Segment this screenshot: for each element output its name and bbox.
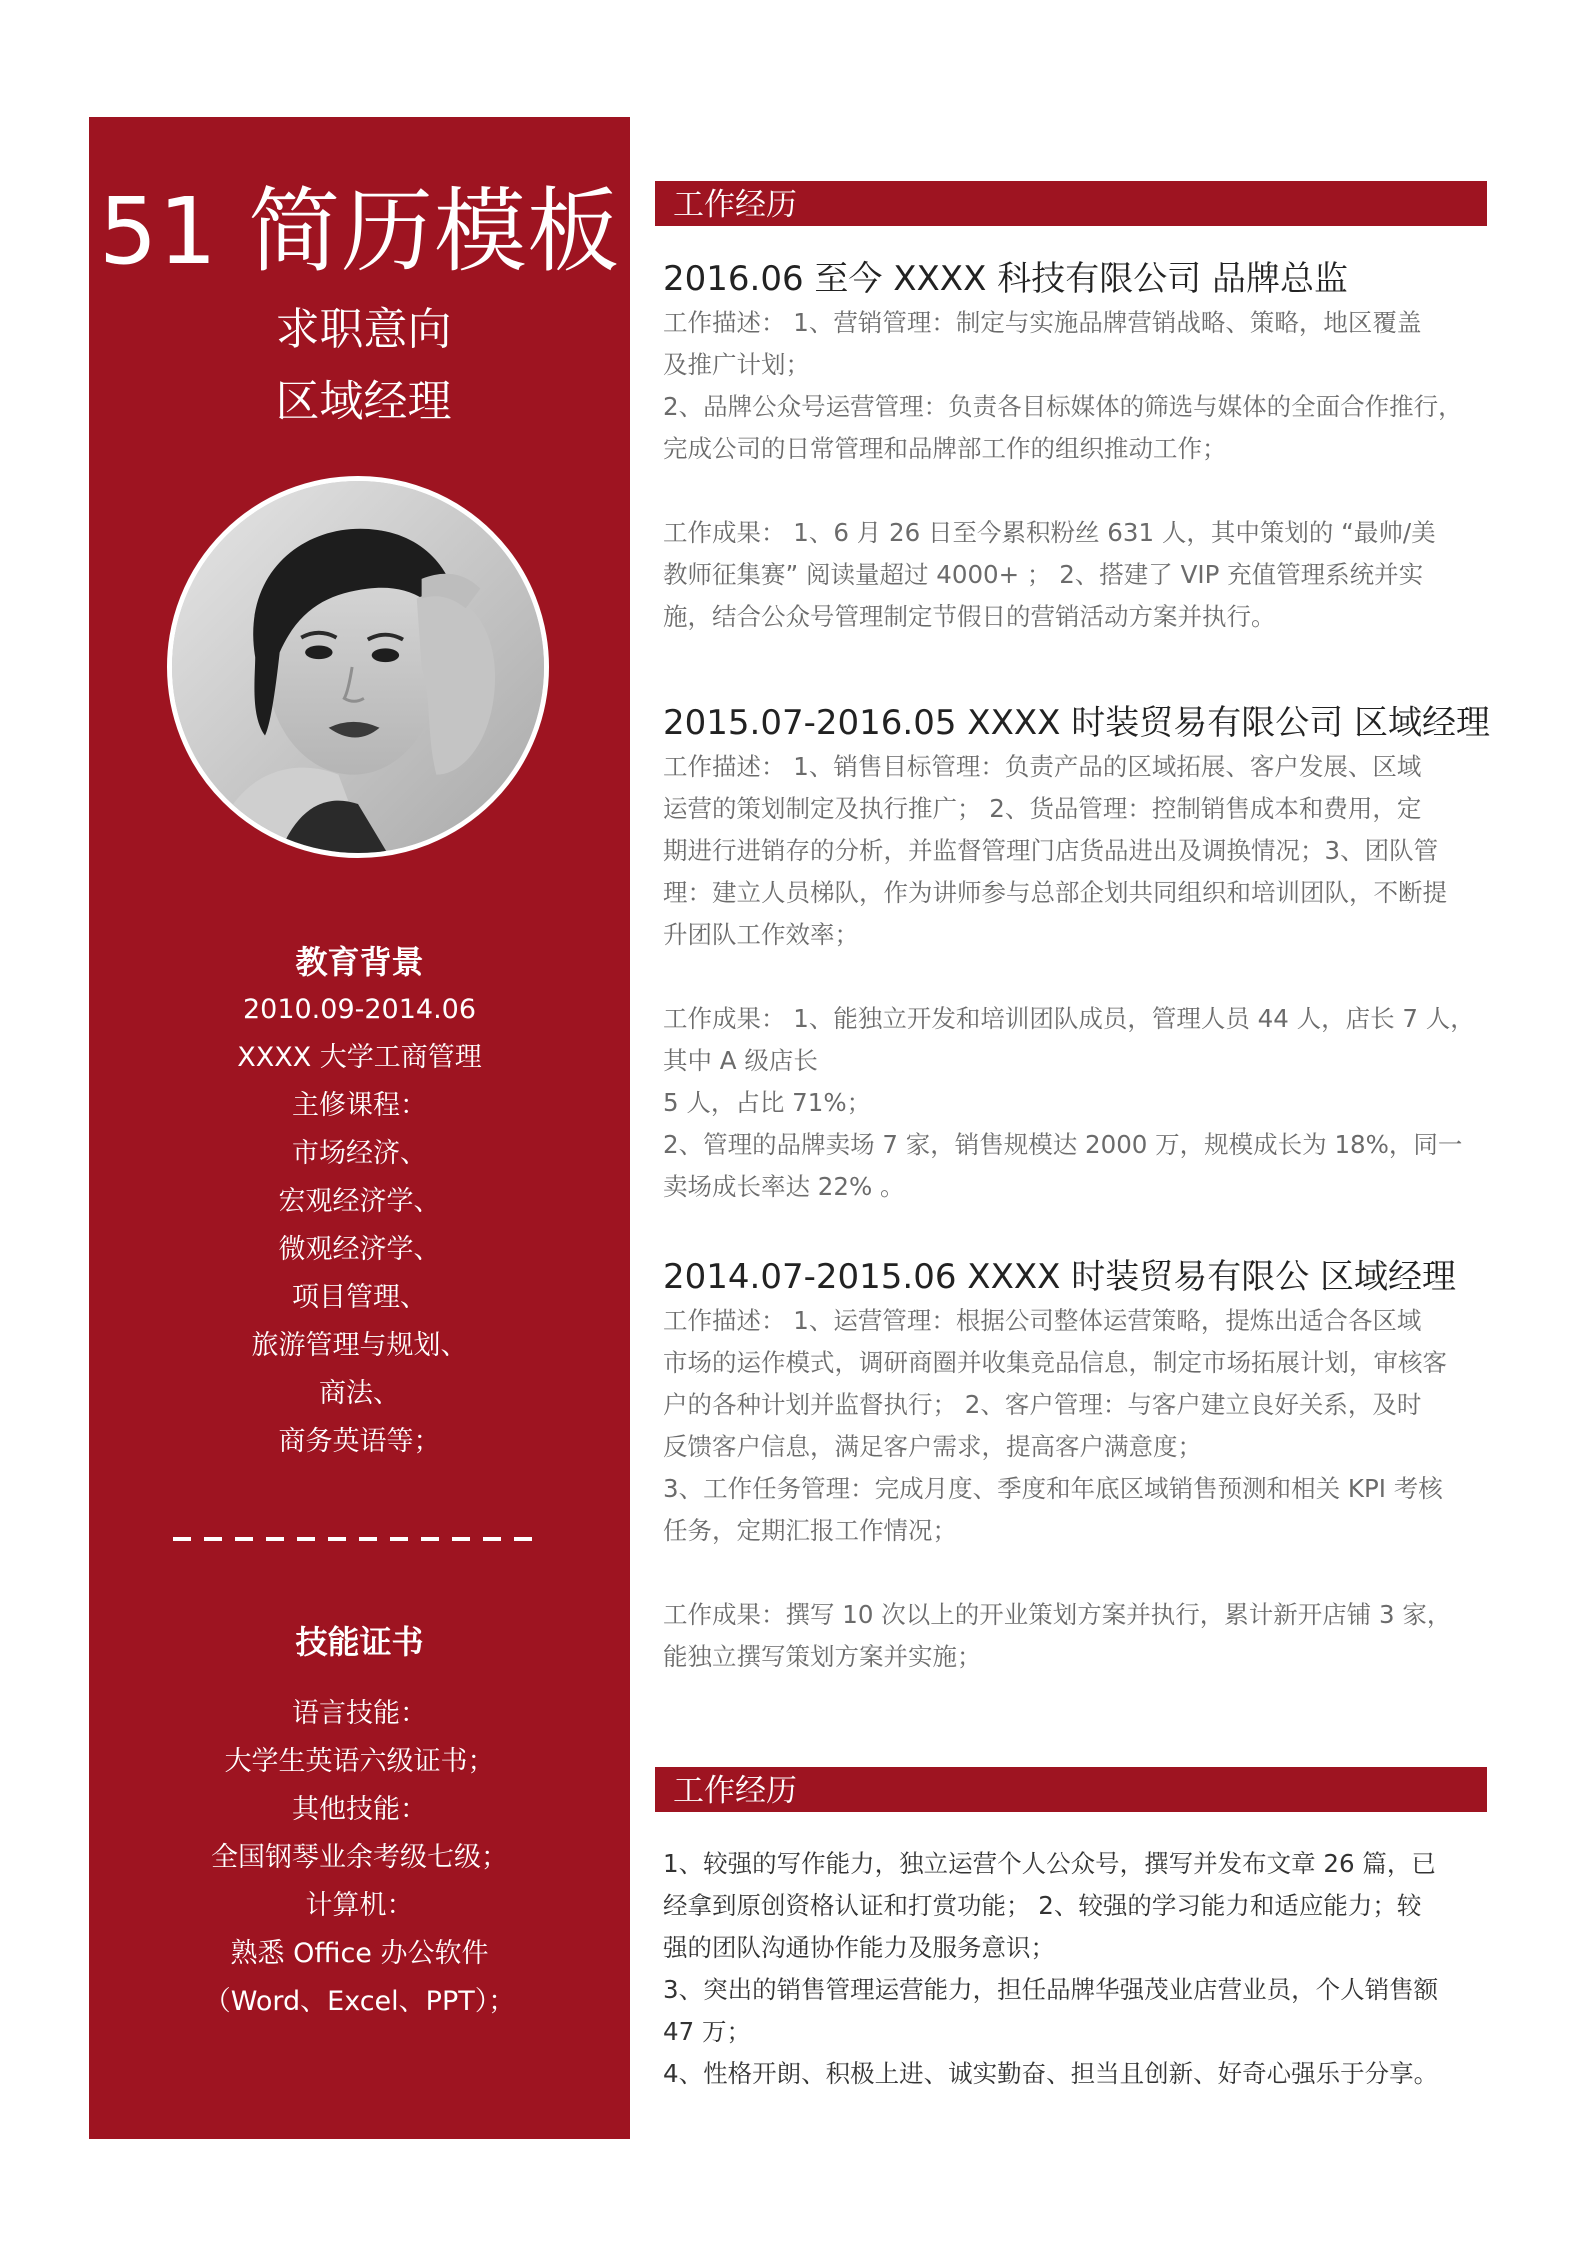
strengths-block <box>663 1843 1493 2095</box>
profile-photo <box>167 476 549 858</box>
text-line: 1、较强的写作能力，独立运营个人公众号，撰写并发布文章 26 篇，已 <box>663 1849 1436 1878</box>
text-line: 5 人，占比 71%； <box>663 1088 872 1117</box>
text-line: 能独立撰写策划方案并实施； <box>663 1642 982 1671</box>
text-line: 任务，定期汇报工作情况； <box>663 1516 957 1545</box>
strengths-text <box>663 1843 1493 2095</box>
text-line: 期进行进销存的分析，并监督管理门店货品进出及调换情况；3、团队管 <box>663 836 1439 865</box>
education-line: 微观经济学、 <box>278 1234 441 1265</box>
text-line: 反馈客户信息，满足客户需求，提高客户满意度； <box>663 1432 1202 1461</box>
job-entry <box>663 256 1493 638</box>
text-line: 户的各种计划并监督执行； 2、客户管理：与客户建立良好关系，及时 <box>663 1390 1422 1419</box>
section-title: 工作经历 <box>673 187 797 223</box>
text-line: 理：建立人员梯队，作为讲师参与总部企划共同组织和培训团队，不断提 <box>663 878 1447 907</box>
education-line: 主修课程： <box>292 1090 427 1121</box>
job-entry <box>663 700 1493 1208</box>
education-line: 市场经济、 <box>292 1138 427 1169</box>
text-line: 3、突出的销售管理运营能力，担任品牌华强茂业店营业员，个人销售额 <box>663 1975 1439 2004</box>
sidebar <box>89 117 630 2139</box>
skills-line: 语言技能： <box>292 1698 427 1729</box>
skills-line: 熟悉 Office 办公软件 <box>230 1938 489 1969</box>
job-intent-label: 求职意向 <box>275 304 452 355</box>
text-line: 强的团队沟通协作能力及服务意识； <box>663 1933 1055 1962</box>
education-line: 旅游管理与规划、 <box>251 1330 468 1361</box>
education-line: 商法、 <box>319 1378 400 1409</box>
skills-line: 其他技能： <box>292 1794 427 1825</box>
text-line: 施，结合公众号管理制定节假日的营销活动方案并执行。 <box>663 602 1276 631</box>
text-line: 工作描述： 1、营销管理：制定与实施品牌营销战略、策略，地区覆盖 <box>663 308 1422 337</box>
education-line: 2010.09-2014.06 <box>242 994 477 1025</box>
education-line: 商务英语等； <box>278 1426 441 1457</box>
resume-title: 51 简历模板 <box>98 178 621 285</box>
job-result <box>663 1594 1493 1678</box>
education-heading: 教育背景 <box>295 943 424 981</box>
section-header-strengths <box>655 1767 1487 1812</box>
section-title: 工作经历 <box>673 1773 797 1809</box>
skills-line: 计算机： <box>305 1890 414 1921</box>
skills-line: （Word、Excel、PPT）； <box>203 1986 516 2017</box>
job-result <box>663 512 1493 638</box>
text-line: 其中 A 级店长 <box>663 1046 818 1075</box>
portrait-image <box>172 481 544 853</box>
text-line: 经拿到原创资格认证和打赏功能； 2、较强的学习能力和适应能力；较 <box>663 1891 1422 1920</box>
job-title: 2016.06 至今 XXXX 科技有限公司 品牌总监 <box>663 259 1348 299</box>
job-result <box>663 998 1493 1208</box>
text-line: 2、品牌公众号运营管理：负责各目标媒体的筛选与媒体的全面合作推行， <box>663 392 1463 421</box>
text-line: 工作成果： 1、能独立开发和培训团队成员，管理人员 44 人，店长 7 人， <box>663 1004 1475 1033</box>
dashed-divider <box>166 1537 551 1542</box>
text-line: 2、管理的品牌卖场 7 家，销售规模达 2000 万，规模成长为 18%，同一 <box>663 1130 1463 1159</box>
text-line: 运营的策划制定及执行推广； 2、货品管理：控制销售成本和费用，定 <box>663 794 1422 823</box>
education-list <box>89 986 630 1466</box>
education-line: 项目管理、 <box>292 1282 427 1313</box>
text-line: 工作成果： 1、6 月 26 日至今累积粉丝 631 人，其中策划的 “最帅/美 <box>663 518 1436 547</box>
job-title: 2014.07-2015.06 XXXX 时装贸易有限公 区域经理 <box>663 1257 1457 1297</box>
text-line: 工作描述： 1、运营管理：根据公司整体运营策略，提炼出适合各区域 <box>663 1306 1422 1335</box>
text-line: 工作成果：撰写 10 次以上的开业策划方案并执行，累计新开店铺 3 家， <box>663 1600 1452 1629</box>
skills-line: 大学生英语六级证书； <box>224 1746 495 1777</box>
job-entry <box>663 1254 1493 1678</box>
text-line: 卖场成长率达 22% 。 <box>663 1172 905 1201</box>
text-line: 升团队工作效率； <box>663 920 859 949</box>
text-line: 教师征集赛” 阅读量超过 4000+ ； 2、搭建了 VIP 充值管理系统并实 <box>663 560 1424 589</box>
text-line: 及推广计划； <box>663 350 810 379</box>
text-line: 47 万； <box>663 2017 751 2046</box>
text-line: 工作描述： 1、销售目标管理：负责产品的区域拓展、客户发展、区域 <box>663 752 1422 781</box>
job-description <box>663 302 1493 470</box>
skills-line: 全国钢琴业余考级七级； <box>211 1842 508 1873</box>
job-intent-value: 区域经理 <box>275 376 452 427</box>
main-content <box>655 0 1490 2245</box>
text-line: 完成公司的日常管理和品牌部工作的组织推动工作； <box>663 434 1227 463</box>
text-line: 3、工作任务管理：完成月度、季度和年底区域销售预测和相关 KPI 考核 <box>663 1474 1443 1503</box>
text-line: 市场的运作模式，调研商圈并收集竞品信息，制定市场拓展计划，审核客 <box>663 1348 1447 1377</box>
skills-list <box>89 1690 630 2026</box>
job-description <box>663 1300 1493 1552</box>
education-line: XXXX 大学工商管理 <box>237 1042 482 1073</box>
skills-heading: 技能证书 <box>295 1623 424 1661</box>
education-line: 宏观经济学、 <box>278 1186 441 1217</box>
job-description <box>663 746 1493 956</box>
section-header-work <box>655 181 1487 226</box>
job-title: 2015.07-2016.05 XXXX 时装贸易有限公司 区域经理 <box>663 703 1491 743</box>
text-line: 4、性格开朗、积极上进、诚实勤奋、担当且创新、好奇心强乐于分享。 <box>663 2059 1439 2088</box>
